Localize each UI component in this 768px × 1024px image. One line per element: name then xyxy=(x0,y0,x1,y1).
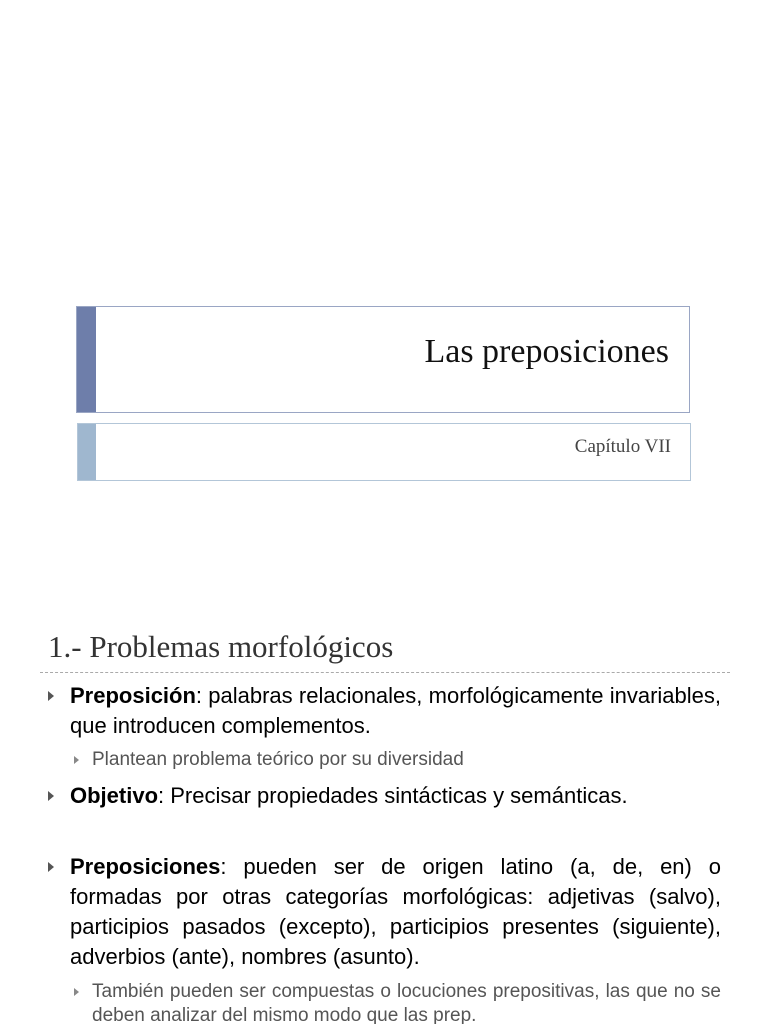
bullet-preposicion xyxy=(70,681,721,741)
title-box xyxy=(76,306,690,413)
section-heading: 1.- Problemas morfológicos xyxy=(48,629,394,664)
bullet-term: Preposición xyxy=(70,683,196,708)
bullet-term: Preposiciones xyxy=(70,854,221,879)
bullet-text: : palabras relacionales, morfológicamente invariables, que introducen complementos. xyxy=(70,683,721,738)
sub-bullet-compuestas xyxy=(92,980,721,1024)
sub-bullet-arrow-icon xyxy=(74,756,79,764)
sub-bullet-arrow-icon xyxy=(74,988,79,996)
bullet-preposiciones xyxy=(70,852,721,972)
bullet-arrow-icon xyxy=(48,791,54,801)
slide-title: Las preposiciones xyxy=(424,333,669,370)
bullet-text: : pueden ser de origen latino (a, de, en) o formadas por otras categorías morfológicas: adjetivas (salvo), participios pasados (excepto), participios presentes (siguiente), adverbios (ante), nombres (asunto). xyxy=(70,854,721,969)
bullet-arrow-icon xyxy=(48,862,54,872)
sub-bullet-text: Plantean problema teórico por su diversidad xyxy=(92,749,464,770)
bullet-term: Objetivo xyxy=(70,783,159,808)
subtitle-box xyxy=(77,423,691,481)
sub-bullet-text: También pueden ser compuestas o locuciones prepositivas, las que no se deben analizar del mismo modo que las prep. xyxy=(92,981,721,1024)
sub-bullet-diversidad xyxy=(92,748,721,772)
bullet-arrow-icon xyxy=(48,691,54,701)
heading-divider xyxy=(40,672,730,673)
slide-subtitle: Capítulo VII xyxy=(574,436,671,457)
bullet-text: : Precisar propiedades sintácticas y semánticas. xyxy=(158,783,628,808)
title-accent-bar xyxy=(77,307,96,412)
bullet-objetivo xyxy=(70,781,721,811)
subtitle-accent-bar xyxy=(78,424,96,480)
